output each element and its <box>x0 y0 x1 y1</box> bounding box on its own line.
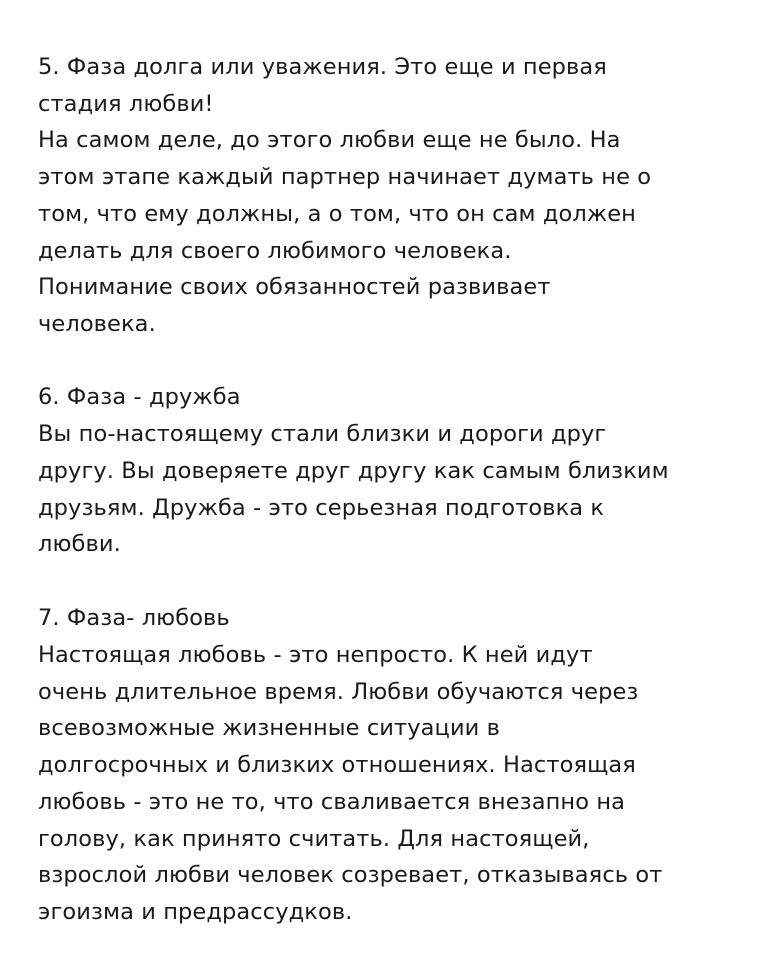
section-7-line: любовь - это не то, что сваливается внезапно на <box>38 789 626 815</box>
section-5-line: делать для своего любимого человека. <box>38 238 512 264</box>
section-6-heading: 6. Фаза - дружба <box>38 384 241 410</box>
section-7-line: очень длительное время. Любви обучаются через <box>38 679 639 705</box>
section-5-line: На самом деле, до этого любви еще не было. На <box>38 127 621 153</box>
section-7-heading: 7. Фаза- любовь <box>38 605 230 631</box>
section-5-line: Понимание своих обязанностей развивает <box>38 274 551 300</box>
section-5-line: этом этапе каждый партнер начинает думать не о <box>38 164 652 190</box>
section-5-line: человека. <box>38 311 156 337</box>
section-7-line: всевозможные жизненные ситуации в <box>38 715 501 741</box>
section-6-line: друзьям. Дружба - это серьезная подготовка к <box>38 495 605 521</box>
section-7-line: долгосрочных и близких отношениях. Настоящая <box>38 752 636 778</box>
section-5-heading: 5. Фаза долга или уважения. Это еще и первая <box>38 54 607 80</box>
section-6-line: Вы по-настоящему стали близки и дороги друг <box>38 421 607 447</box>
section-5-line: стадия любви! <box>38 91 214 117</box>
section-7-line: взрослой любви человек созревает, отказываясь от <box>38 862 663 888</box>
section-6-line: другу. Вы доверяете друг другу как самым близким <box>38 458 669 484</box>
section-7-line: Настоящая любовь - это непросто. К ней идут <box>38 642 593 668</box>
section-5-line: том, что ему должны, а о том, что он сам должен <box>38 201 636 227</box>
section-7-line: голову, как принято считать. Для настоящей, <box>38 826 590 852</box>
section-6-line: любви. <box>38 531 121 557</box>
section-7-line: эгоизма и предрассудков. <box>38 899 353 925</box>
